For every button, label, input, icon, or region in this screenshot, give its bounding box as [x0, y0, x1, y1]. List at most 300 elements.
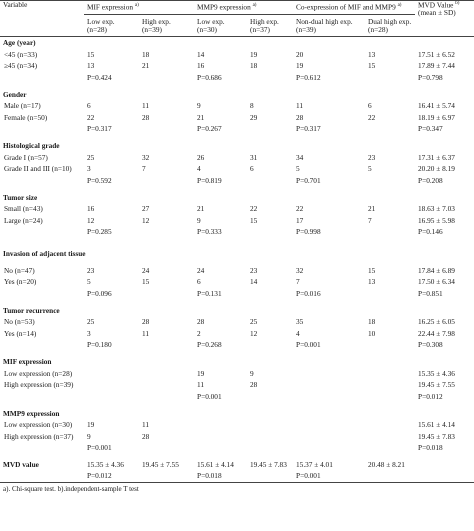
empty-cell — [247, 140, 293, 152]
p-value: P=0.798 — [418, 72, 443, 82]
section-title: Invasion of adjacent tissue — [3, 248, 86, 258]
table-cell: 25 — [87, 152, 95, 162]
table-cell: 9 — [197, 215, 201, 225]
p-value — [247, 175, 293, 187]
table-cell: 17.89 ± 7.44 — [418, 61, 455, 71]
empty-cell — [415, 192, 474, 204]
table-cell: 18 — [368, 317, 376, 327]
section-title-row — [0, 140, 474, 152]
table-cell: 4 — [296, 328, 300, 338]
table-cell: 12 — [87, 215, 95, 225]
table-cell: 12 — [250, 328, 258, 338]
table-cell: 23 — [250, 265, 258, 275]
table-row — [0, 49, 474, 61]
table-cell: 17.31 ± 6.37 — [418, 152, 455, 162]
empty-cell — [194, 89, 247, 101]
p-value — [365, 340, 415, 352]
table-cell — [139, 380, 194, 392]
p-value-row — [0, 340, 474, 352]
table-cell: 3 — [87, 328, 91, 338]
table-cell: 6 — [87, 101, 91, 111]
table-cell: 21 — [197, 112, 205, 122]
table-cell: 6 — [368, 101, 372, 111]
row-label: Grade II and III (n=10) — [4, 164, 72, 174]
table-cell: 23 — [87, 265, 95, 275]
p-value — [365, 227, 415, 239]
p-value: P=0.001 — [296, 340, 321, 350]
p-value: P=0.096 — [87, 288, 112, 298]
empty-cell — [194, 192, 247, 204]
table-cell: 19 — [197, 368, 205, 378]
table-cell: 28 — [142, 112, 150, 122]
p-value: P=0.317 — [296, 124, 321, 134]
p-value — [139, 340, 194, 352]
table-cell: 15 — [368, 61, 376, 71]
empty-cell — [365, 37, 415, 50]
table-cell: 17.84 ± 6.89 — [418, 265, 455, 275]
row-label: High expression (n=37) — [4, 431, 74, 441]
empty-cell — [139, 37, 194, 50]
table-cell: 8 — [250, 101, 254, 111]
table-header — [0, 1, 474, 37]
p-value: P=0.285 — [87, 227, 112, 237]
empty-cell — [139, 192, 194, 204]
table-cell: 22 — [87, 112, 95, 122]
p-value: P=0.424 — [87, 72, 112, 82]
p-value — [194, 443, 247, 455]
table-cell: 15 — [87, 49, 95, 59]
p-value — [139, 175, 194, 187]
header-mmp9: MMP9 expression $^{a)}$ — [194, 1, 293, 15]
table-cell — [365, 431, 415, 443]
empty-cell — [139, 243, 194, 265]
empty-cell — [365, 243, 415, 265]
p-value: P=0.001 — [87, 443, 112, 453]
table-cell: 9 — [87, 431, 91, 441]
table-cell: 11 — [296, 101, 304, 111]
p-value — [247, 124, 293, 136]
empty-cell — [415, 356, 474, 368]
empty-cell — [365, 356, 415, 368]
empty-cell — [247, 37, 293, 50]
table-cell — [293, 380, 365, 392]
p-value — [139, 72, 194, 84]
table-row — [0, 317, 474, 329]
table-cell: 5 — [87, 277, 91, 287]
empty-cell — [365, 140, 415, 152]
table-cell — [415, 459, 474, 471]
p-value — [247, 288, 293, 300]
table-cell: 22 — [250, 204, 258, 214]
empty-cell — [365, 305, 415, 317]
section-title-row — [0, 243, 474, 265]
empty-cell — [415, 305, 474, 317]
table-cell: 4 — [197, 164, 201, 174]
empty-cell — [139, 140, 194, 152]
header-co-nondual: Non-dual high exp. (n=39) — [293, 15, 365, 37]
header-mmp9-low: Low exp. (n=30) — [194, 15, 247, 37]
p-value-row — [0, 471, 474, 483]
p-value: P=0.308 — [418, 340, 443, 350]
empty-cell — [139, 356, 194, 368]
section-title-row — [0, 408, 474, 420]
table-cell: 13 — [87, 61, 95, 71]
section-title: Histological grade — [3, 141, 60, 151]
empty-cell — [365, 408, 415, 420]
empty-cell — [293, 243, 365, 265]
table-row — [0, 101, 474, 113]
p-value — [365, 124, 415, 136]
p-value: P=0.018 — [194, 471, 247, 483]
p-value: P=0.701 — [296, 175, 321, 185]
table-cell: 20.48 ± 8.21 — [368, 459, 405, 469]
row-label: Grade I (n=57) — [4, 152, 48, 162]
table-cell: 13 — [368, 277, 376, 287]
p-value: P=0.001 — [197, 391, 222, 401]
p-value — [139, 227, 194, 239]
row-label: ≥45 (n=34) — [4, 61, 38, 71]
empty-cell — [415, 37, 474, 50]
table-cell — [139, 368, 194, 380]
table-row — [0, 152, 474, 164]
table-cell: 2 — [197, 328, 201, 338]
table-cell: 6 — [250, 164, 254, 174]
table-cell: 15.61 ± 4.14 — [197, 459, 234, 469]
table-cell: 28 — [142, 317, 150, 327]
table-cell: 28 — [197, 317, 205, 327]
table-cell: 15.35 ± 4.36 — [418, 368, 455, 378]
empty-cell — [247, 305, 293, 317]
row-label: No (n=47) — [4, 265, 35, 275]
p-value — [139, 443, 194, 455]
table-cell: 25 — [87, 317, 95, 327]
header-mif-high: High exp. (n=39) — [139, 15, 194, 37]
table-cell: 5 — [368, 164, 372, 174]
empty-cell — [293, 408, 365, 420]
table-cell: 28 — [250, 380, 258, 390]
table-cell: 7 — [296, 277, 300, 287]
row-label: Female (n=50) — [4, 112, 48, 122]
table-cell — [365, 380, 415, 392]
p-value: P=0.998 — [296, 227, 321, 237]
table-cell: 6 — [197, 277, 201, 287]
p-value-row — [0, 227, 474, 239]
p-value — [139, 288, 194, 300]
table-cell: 10 — [368, 328, 376, 338]
section-title: Gender — [3, 89, 27, 99]
table-row — [0, 164, 474, 176]
table-cell: 32 — [296, 265, 304, 275]
table-cell — [293, 431, 365, 443]
row-label: Male (n=17) — [4, 101, 41, 111]
table-cell — [247, 431, 293, 443]
table-cell: 32 — [142, 152, 150, 162]
p-value-row — [0, 443, 474, 455]
table-cell: 5 — [296, 164, 300, 174]
table-cell — [247, 420, 293, 432]
header-mvd: MVD Value $^{b)}$ (mean ± SD) — [415, 1, 474, 37]
p-value: P=0.131 — [197, 288, 222, 298]
p-value — [247, 340, 293, 352]
table-cell: 12 — [142, 215, 150, 225]
empty-cell — [293, 356, 365, 368]
p-value — [365, 391, 415, 403]
table-cell: 18.19 ± 6.97 — [418, 112, 455, 122]
p-value: P=0.612 — [296, 72, 321, 82]
section-title: MIF expression — [3, 357, 52, 367]
table-cell: 16 — [197, 61, 205, 71]
table-row — [0, 265, 474, 277]
section-title-row — [0, 192, 474, 204]
p-value: P=0.001 — [293, 471, 365, 483]
table-cell: 16 — [87, 204, 95, 214]
p-value: P=0.267 — [197, 124, 222, 134]
section-title-row — [0, 37, 474, 50]
empty-cell — [0, 72, 84, 84]
table-cell: 26 — [197, 152, 205, 162]
empty-cell — [194, 140, 247, 152]
table-cell: 19 — [296, 61, 304, 71]
p-value-row — [0, 288, 474, 300]
table-cell — [194, 420, 247, 432]
table-footnote: a). Chi-square test. b).independent-sample T test — [3, 485, 139, 493]
table-row — [0, 368, 474, 380]
empty-cell — [0, 227, 84, 239]
table-cell: 15.61 ± 4.14 — [418, 420, 455, 430]
empty-cell — [247, 356, 293, 368]
row-label: Yes (n=14) — [4, 328, 37, 338]
empty-cell — [293, 89, 365, 101]
table-cell: 11 — [142, 101, 150, 111]
p-value: P=0.333 — [197, 227, 222, 237]
table-cell: 34 — [296, 152, 304, 162]
mvd-value-row — [0, 459, 474, 471]
empty-cell — [293, 140, 365, 152]
empty-cell — [0, 124, 84, 136]
p-value — [139, 124, 194, 136]
p-value — [293, 391, 365, 403]
empty-cell — [365, 89, 415, 101]
row-label: Low expression (n=30) — [4, 420, 73, 430]
table-cell: 17.51 ± 6.52 — [418, 49, 455, 59]
table-cell: 23 — [368, 152, 376, 162]
p-value-row — [0, 391, 474, 403]
table-row — [0, 61, 474, 73]
table-cell: 15 — [250, 215, 258, 225]
table-cell — [365, 420, 415, 432]
row-label: <45 (n=33) — [4, 49, 38, 59]
header-co-dual: Dual high exp. (n=28) — [365, 15, 415, 37]
empty-cell — [0, 471, 84, 483]
table-row — [0, 420, 474, 432]
p-value: P=0.012 — [418, 391, 443, 401]
table-cell: 15.35 ± 4.36 — [87, 459, 124, 469]
table-cell: 7 — [368, 215, 372, 225]
empty-cell — [0, 391, 84, 403]
empty-cell — [194, 37, 247, 50]
table-row — [0, 380, 474, 392]
table-cell: 9 — [250, 368, 254, 378]
p-value — [365, 288, 415, 300]
table-body — [0, 37, 474, 483]
p-value — [247, 72, 293, 84]
table-cell: 14 — [197, 49, 205, 59]
empty-cell — [139, 408, 194, 420]
p-value-row — [0, 72, 474, 84]
table-row — [0, 431, 474, 443]
p-value — [139, 471, 194, 483]
p-value — [247, 471, 293, 483]
table-cell: 24 — [142, 265, 150, 275]
header-variable: Variable — [0, 1, 84, 37]
p-value: P=0.208 — [418, 175, 443, 185]
table-cell: 20 — [296, 49, 304, 59]
p-value: P=0.347 — [418, 124, 443, 134]
p-value: P=0.686 — [197, 72, 222, 82]
section-title-row — [0, 89, 474, 101]
table-cell: 11 — [142, 328, 150, 338]
empty-cell — [293, 37, 365, 50]
table-cell: 19 — [250, 49, 258, 59]
table-cell: 17 — [296, 215, 304, 225]
empty-cell — [365, 192, 415, 204]
table-cell: 9 — [197, 101, 201, 111]
section-title: Age (year) — [3, 38, 36, 48]
p-value — [247, 443, 293, 455]
row-label: Small (n=43) — [4, 204, 43, 214]
table-cell — [194, 431, 247, 443]
p-value — [84, 391, 139, 403]
p-value: P=0.819 — [197, 175, 222, 185]
header-mif-low: Low exp. (n=28) — [84, 15, 139, 37]
table-cell — [293, 368, 365, 380]
p-value — [365, 471, 415, 483]
table-cell: 7 — [142, 164, 146, 174]
empty-cell — [415, 89, 474, 101]
table-cell: 27 — [142, 204, 150, 214]
table-row — [0, 328, 474, 340]
table-cell: 13 — [368, 49, 376, 59]
section-title-row — [0, 356, 474, 368]
empty-cell — [0, 340, 84, 352]
table-row — [0, 215, 474, 227]
table-cell: 16.95 ± 5.98 — [418, 215, 455, 225]
p-value: P=0.592 — [87, 175, 112, 185]
p-value — [415, 471, 474, 483]
empty-cell — [0, 175, 84, 187]
empty-cell — [415, 408, 474, 420]
row-label: Yes (n=20) — [4, 277, 37, 287]
p-value — [139, 391, 194, 403]
table-cell: 15.37 ± 4.01 — [296, 459, 333, 469]
table-cell: 25 — [250, 317, 258, 327]
empty-cell — [0, 443, 84, 455]
table-cell: 11 — [142, 420, 150, 430]
empty-cell — [194, 408, 247, 420]
p-value — [293, 443, 365, 455]
table-cell: 21 — [368, 204, 376, 214]
p-value: P=0.018 — [418, 443, 443, 453]
table-cell: 31 — [250, 152, 258, 162]
p-value — [365, 175, 415, 187]
table-cell: 18 — [142, 49, 150, 59]
empty-cell — [247, 89, 293, 101]
row-label: High expression (n=39) — [4, 380, 74, 390]
p-value: P=0.146 — [418, 227, 443, 237]
row-label: MVD value — [3, 459, 39, 469]
table-cell: 18 — [250, 61, 258, 71]
table-cell — [293, 420, 365, 432]
table-cell: 21 — [142, 61, 150, 71]
p-value-row — [0, 124, 474, 136]
table-cell: 29 — [250, 112, 258, 122]
table-cell: 19.45 ± 7.55 — [142, 459, 179, 469]
table-cell: 21 — [197, 204, 205, 214]
section-title: MMP9 expression — [3, 408, 60, 418]
empty-cell — [247, 408, 293, 420]
table-cell: 14 — [250, 277, 258, 287]
table-cell: 11 — [197, 380, 205, 390]
header-mif: MIF expression $^{a)}$ — [84, 1, 194, 15]
row-label: No (n=53) — [4, 317, 35, 327]
table-row — [0, 112, 474, 124]
p-value-row — [0, 175, 474, 187]
table-cell: 35 — [296, 317, 304, 327]
table-cell — [84, 380, 139, 392]
table-cell — [365, 368, 415, 380]
table-cell: 17.50 ± 6.34 — [418, 277, 455, 287]
table-cell: 18.63 ± 7.03 — [418, 204, 455, 214]
p-value — [247, 227, 293, 239]
table-row — [0, 277, 474, 289]
section-title-row — [0, 305, 474, 317]
empty-cell — [139, 89, 194, 101]
table-cell: 22.44 ± 7.98 — [418, 328, 455, 338]
table-cell: 15 — [368, 265, 376, 275]
table-cell: 24 — [197, 265, 205, 275]
empty-cell — [194, 243, 247, 265]
empty-cell — [139, 305, 194, 317]
table-cell: 19.45 ± 7.83 — [418, 431, 455, 441]
table-cell: 16.25 ± 6.05 — [418, 317, 455, 327]
empty-cell — [194, 305, 247, 317]
empty-cell — [247, 243, 293, 265]
table-cell: 19 — [87, 420, 95, 430]
table-cell — [84, 368, 139, 380]
empty-cell — [247, 192, 293, 204]
header-mmp9-high: High exp. (n=37) — [247, 15, 293, 37]
table-cell: 19.45 ± 7.83 — [250, 459, 287, 469]
empty-cell — [194, 356, 247, 368]
table-cell: 22 — [296, 204, 304, 214]
p-value: P=0.317 — [87, 124, 112, 134]
table-cell: 28 — [296, 112, 304, 122]
p-value — [247, 391, 293, 403]
p-value — [365, 72, 415, 84]
table-cell: 19.45 ± 7.55 — [418, 380, 455, 390]
p-value: P=0.016 — [296, 288, 321, 298]
empty-cell — [293, 305, 365, 317]
table-row — [0, 204, 474, 216]
row-label: Large (n=24) — [4, 215, 43, 225]
empty-cell — [415, 243, 474, 265]
p-value: P=0.851 — [418, 288, 443, 298]
header-coexpression: Co-expression of MIF and MMP9 $^{a)}$ — [293, 1, 415, 15]
p-value: P=0.180 — [87, 340, 112, 350]
p-value: P=0.268 — [197, 340, 222, 350]
table-cell: 28 — [142, 431, 150, 441]
empty-cell — [0, 288, 84, 300]
